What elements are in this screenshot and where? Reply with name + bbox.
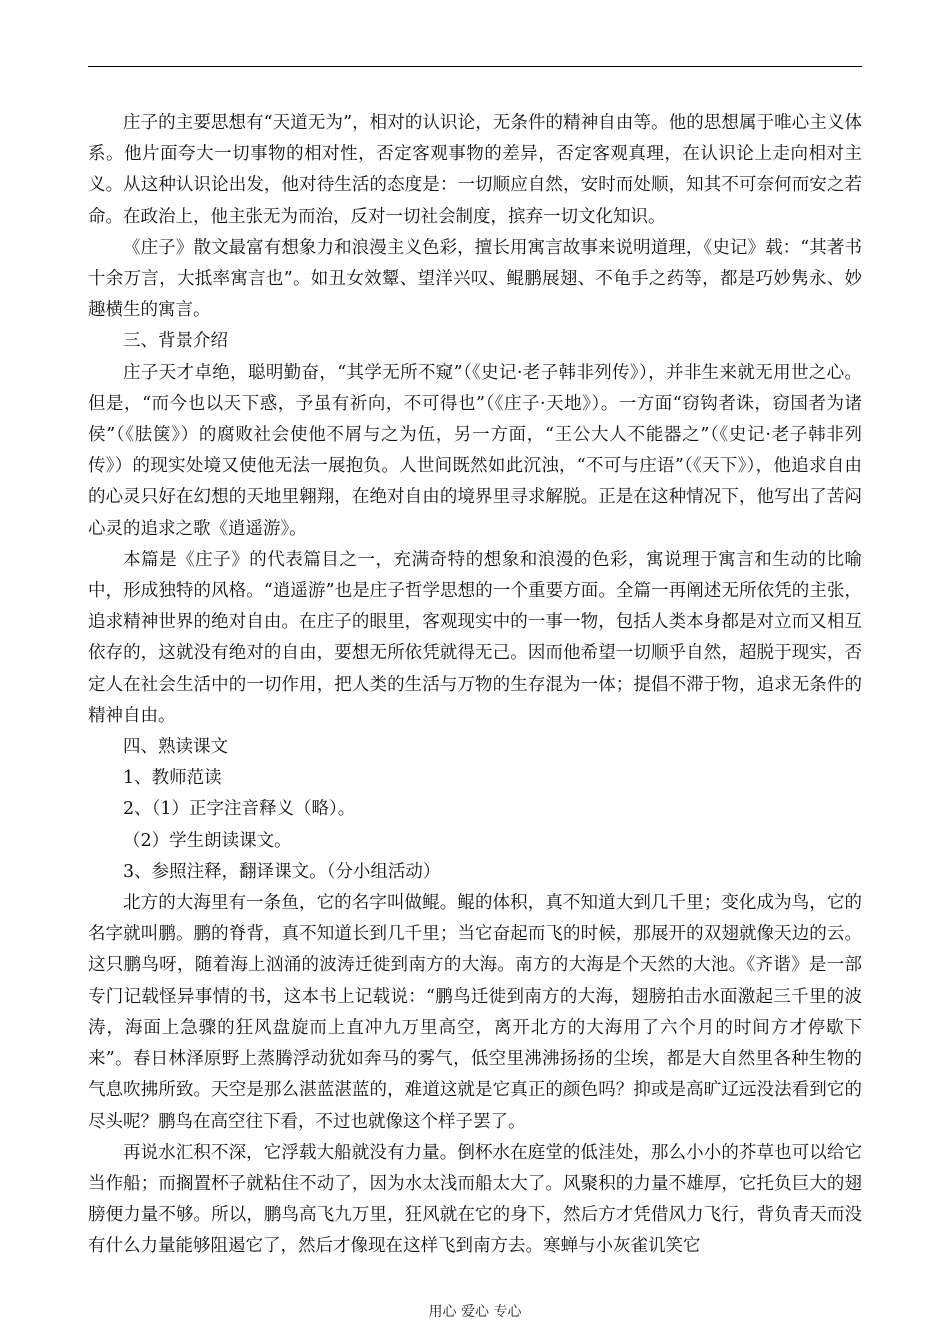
section-heading-reading: 四、熟读课文 bbox=[123, 737, 228, 758]
paragraph-xiaoyaoyou: 本篇是《庄子》的代表篇目之一，充满奇特的想象和浪漫的色彩，寓说理于寓言和生动的比喻中，形成独特的风格。“逍遥游”也是庄子哲学思想的一个重要方面。全篇一再阐述无所依凭的主张，追求精神世界的绝对自由。在庄子的眼里，客观现实中的一事一物，包括人类本身都是对立而又相互依存的，这就没有绝对的自由，要想无所依凭就得无己。因而他希望一切顺乎自然，超脱于现实，否定人在社会生活中的一切作用，把人类的生活与万物的生存混为一体；提倡不滞于物，追求无条件的精神自由。 bbox=[88, 549, 862, 726]
list-item-pronunciation: 2、（1）正字注音释义（略）。 bbox=[123, 799, 356, 820]
paragraph-translation-1: 北方的大海里有一条鱼，它的名字叫做鲲。鲲的体积，真不知道大到几千里；变化成为鸟，它的名字就叫鹏。鹏的脊背，真不知道长到几千里；当它奋起而飞的时候，那展开的双翅就像天边的云。这只鹏鸟呀，随着海上汹涌的波涛迁徙到南方的大海。南方的大海是个天然的大池。《齐谐》是一部专门记载怪异事情的书，这本书上记载说：“鹏鸟迁徙到南方的大海，翅膀拍击水面激起三千里的波涛，海面上急骤的狂风盘旋而上直冲九万里高空，离开北方的大海用了六个月的时间方才停歇下来”。春日林泽原野上蒸腾浮动犹如奔马的雾气，低空里沸沸扬扬的尘埃，都是大自然里各种生物的气息吹拂所致。天空是那么湛蓝湛蓝的，难道这就是它真正的颜色吗？抑或是高旷辽远没法看到它的尽头呢？鹏鸟在高空往下看，不过也就像这个样子罢了。 bbox=[88, 893, 862, 1132]
page-footer: 用心 爱心 专心 bbox=[428, 1304, 522, 1320]
list-item-teacher-reading: 1、教师范读 bbox=[123, 768, 222, 789]
document-body bbox=[88, 108, 862, 1263]
paragraph-translation-2: 再说水汇积不深，它浮载大船就没有力量。倒杯水在庭堂的低洼处，那么小小的芥草也可以给它当作船；而搁置杯子就粘住不动了，因为水太浅而船太大了。风聚积的力量不雄厚，它托负巨大的翅膀便力量不够。所以，鹏鸟高飞九万里，狂风就在它的身下，然后方才凭借风力飞行，背负青天而没有什么力量能够阻遏它了，然后才像现在这样飞到南方去。寒蝉与小灰雀讥笑它 bbox=[88, 1142, 862, 1257]
section-heading-background: 三、背景介绍 bbox=[123, 331, 228, 352]
paragraph-zhuangzi-prose: 《庄子》散文最富有想象力和浪漫主义色彩，擅长用寓言故事来说明道理，《史记》载：“其著书十余万言，大抵率寓言也”。如丑女效颦、望洋兴叹、鲲鹏展翅、不龟手之药等，都是巧妙隽永、妙趣横生的寓言。 bbox=[88, 237, 862, 321]
paragraph-zhuangzi-thought: 庄子的主要思想有“天道无为”，相对的认识论，无条件的精神自由等。他的思想属于唯心主义体系。他片面夸大一切事物的相对性，否定客观事物的差异，否定客观真理，在认识论上走向相对主义。从这种认识论出发，他对待生活的态度是：一切顺应自然，安时而处顺，知其不可奈何而安之若命。在政治上，他主张无为而治，反对一切社会制度，摈弃一切文化知识。 bbox=[88, 113, 862, 227]
header-rule bbox=[88, 66, 862, 67]
list-item-translation: 3、参照注释，翻译课文。（分小组活动） bbox=[123, 861, 441, 882]
list-item-student-reading: （2）学生朗读课文。 bbox=[123, 830, 292, 851]
paragraph-background: 庄子天才卓绝，聪明勤奋，“其学无所不窥”（《史记·老子韩非列传》），并非生来就无用世之心。但是，“而今也以天下惑，予虽有祈向，不可得也”（《庄子·天地》）。一方面“窃钩者诛，窃国者为诸侯”（《胠箧》）的腐败社会使他不屑与之为伍，另一方面，“王公大人不能器之”（《史记·老子韩非列传》）的现实处境又使他无法一展抱负。人世间既然如此沉浊，“不可与庄语”（《天下》），他追求自由的心灵只好在幻想的天地里翱翔，在绝对自由的境界里寻求解脱。正是在这种情况下，他写出了苦闷心灵的追求之歌《逍遥游》。 bbox=[88, 362, 862, 539]
